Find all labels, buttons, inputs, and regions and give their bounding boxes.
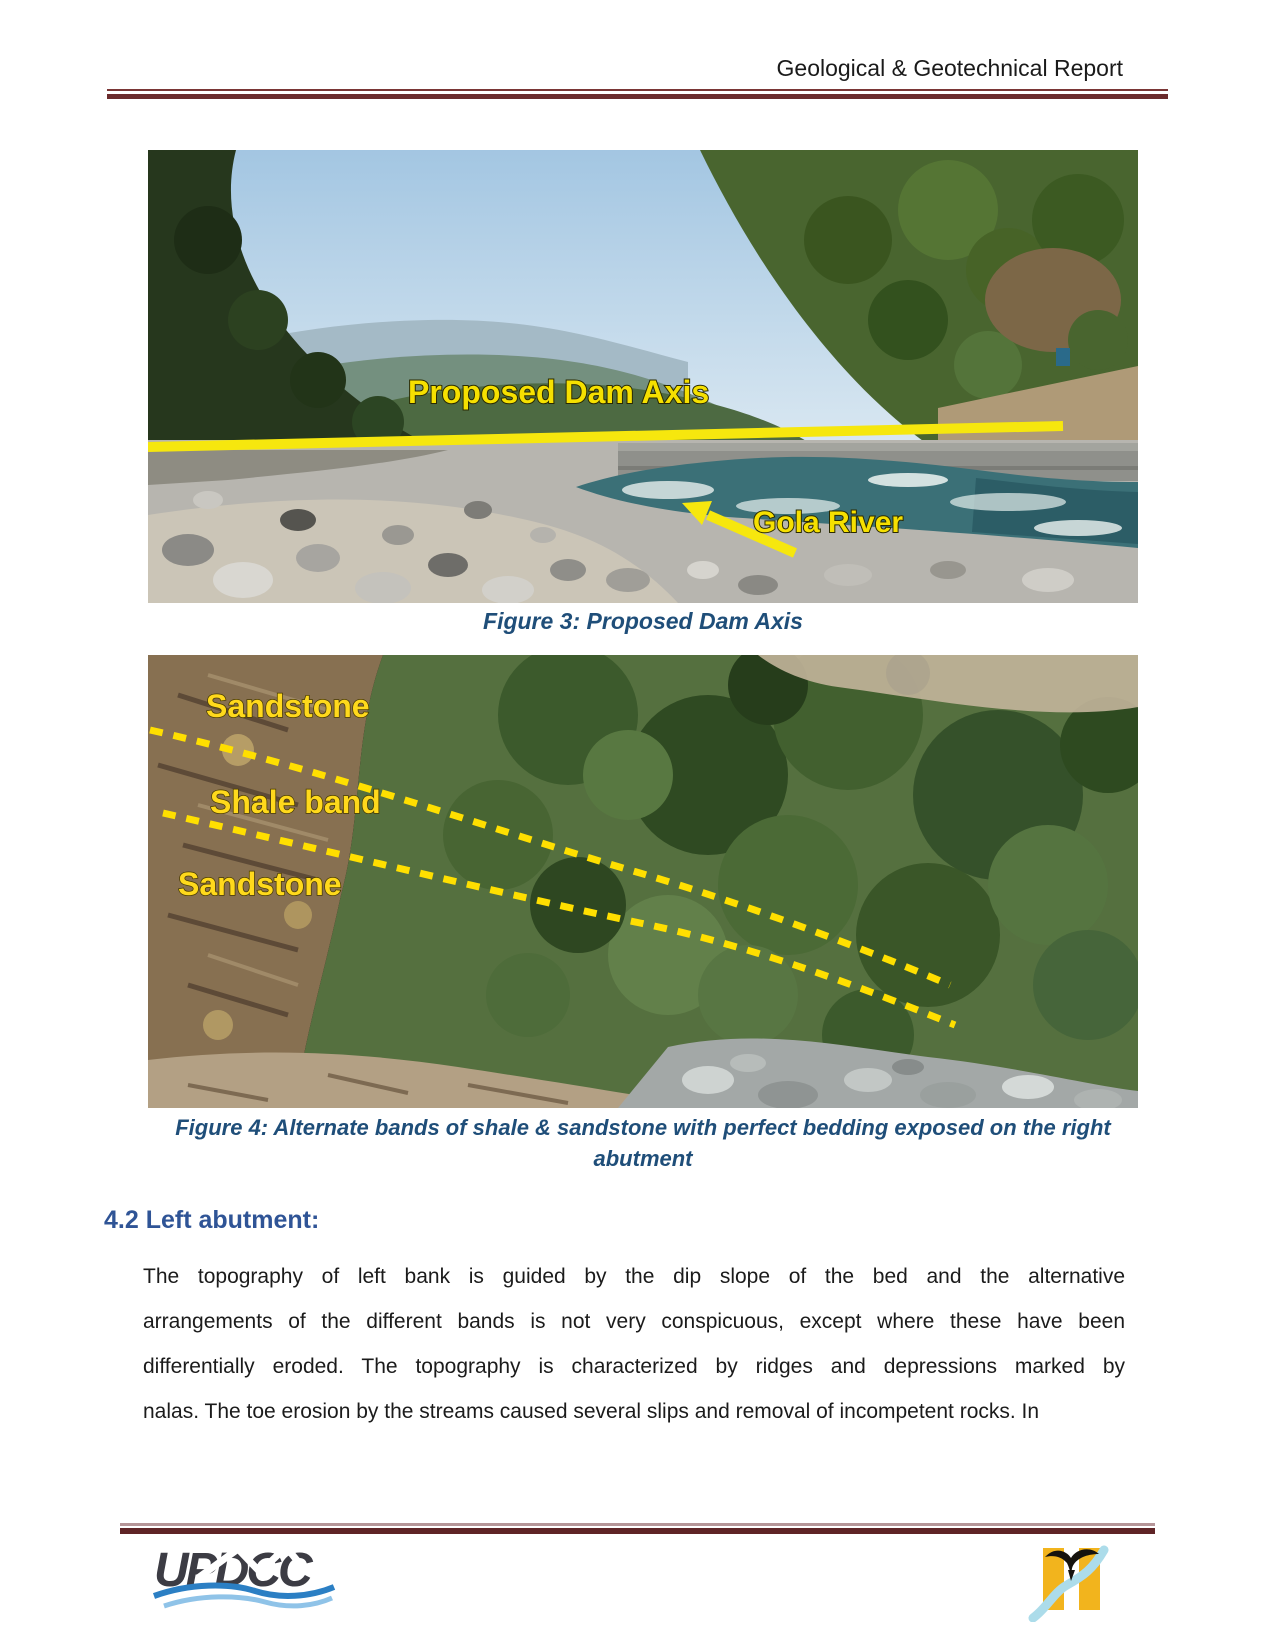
figure4-caption-line2: abutment — [593, 1146, 693, 1171]
paragraph-line: differentially eroded. The topography is characterized by ridges and depressions marked by — [143, 1355, 1125, 1378]
shale-band-label: Shale band — [210, 784, 381, 820]
wave-icon — [164, 1597, 332, 1606]
figure3-photo — [148, 150, 1138, 603]
figure3-caption: Figure 3: Proposed Dam Axis — [483, 608, 803, 634]
hut-detail — [1056, 348, 1070, 366]
paragraph-line: nalas. The toe erosion by the streams caused several slips and removal of incompetent rocks. In — [143, 1400, 1040, 1423]
header-rule-thin — [107, 89, 1168, 91]
body-paragraph — [143, 1254, 1125, 1434]
page-header-title: Geological & Geotechnical Report — [776, 55, 1123, 81]
footer-rule-thick — [120, 1528, 1155, 1534]
paragraph-line: The topography of left bank is guided by the dip slope of the bed and the alternative — [143, 1265, 1125, 1288]
sandstone-top-label: Sandstone — [206, 688, 370, 724]
footer-rule-thin — [120, 1523, 1155, 1526]
paragraph-line: arrangements of the different bands is not very conspicuous, except where these have been — [143, 1310, 1125, 1333]
figure4-photo — [148, 655, 1138, 1108]
header-rule-thick — [107, 94, 1168, 99]
dam-axis-label: Proposed Dam Axis — [408, 374, 710, 410]
figure3-photo-art — [148, 150, 1138, 603]
figure4-caption-line1: Figure 4: Alternate bands of shale & sandstone with perfect bedding exposed on the right — [175, 1115, 1111, 1140]
figure4-caption — [148, 1112, 1138, 1174]
section-heading-4-2: 4.2 Left abutment: — [104, 1206, 320, 1234]
updcc-logo — [148, 1536, 343, 1623]
gola-river-label: Gola River — [753, 506, 904, 539]
updcc-logo-text: UPDCC — [154, 1544, 310, 1597]
figure4-photo-art — [148, 655, 1138, 1108]
eagle-hydro-logo — [1026, 1540, 1126, 1627]
sandstone-bottom-label: Sandstone — [178, 866, 342, 902]
